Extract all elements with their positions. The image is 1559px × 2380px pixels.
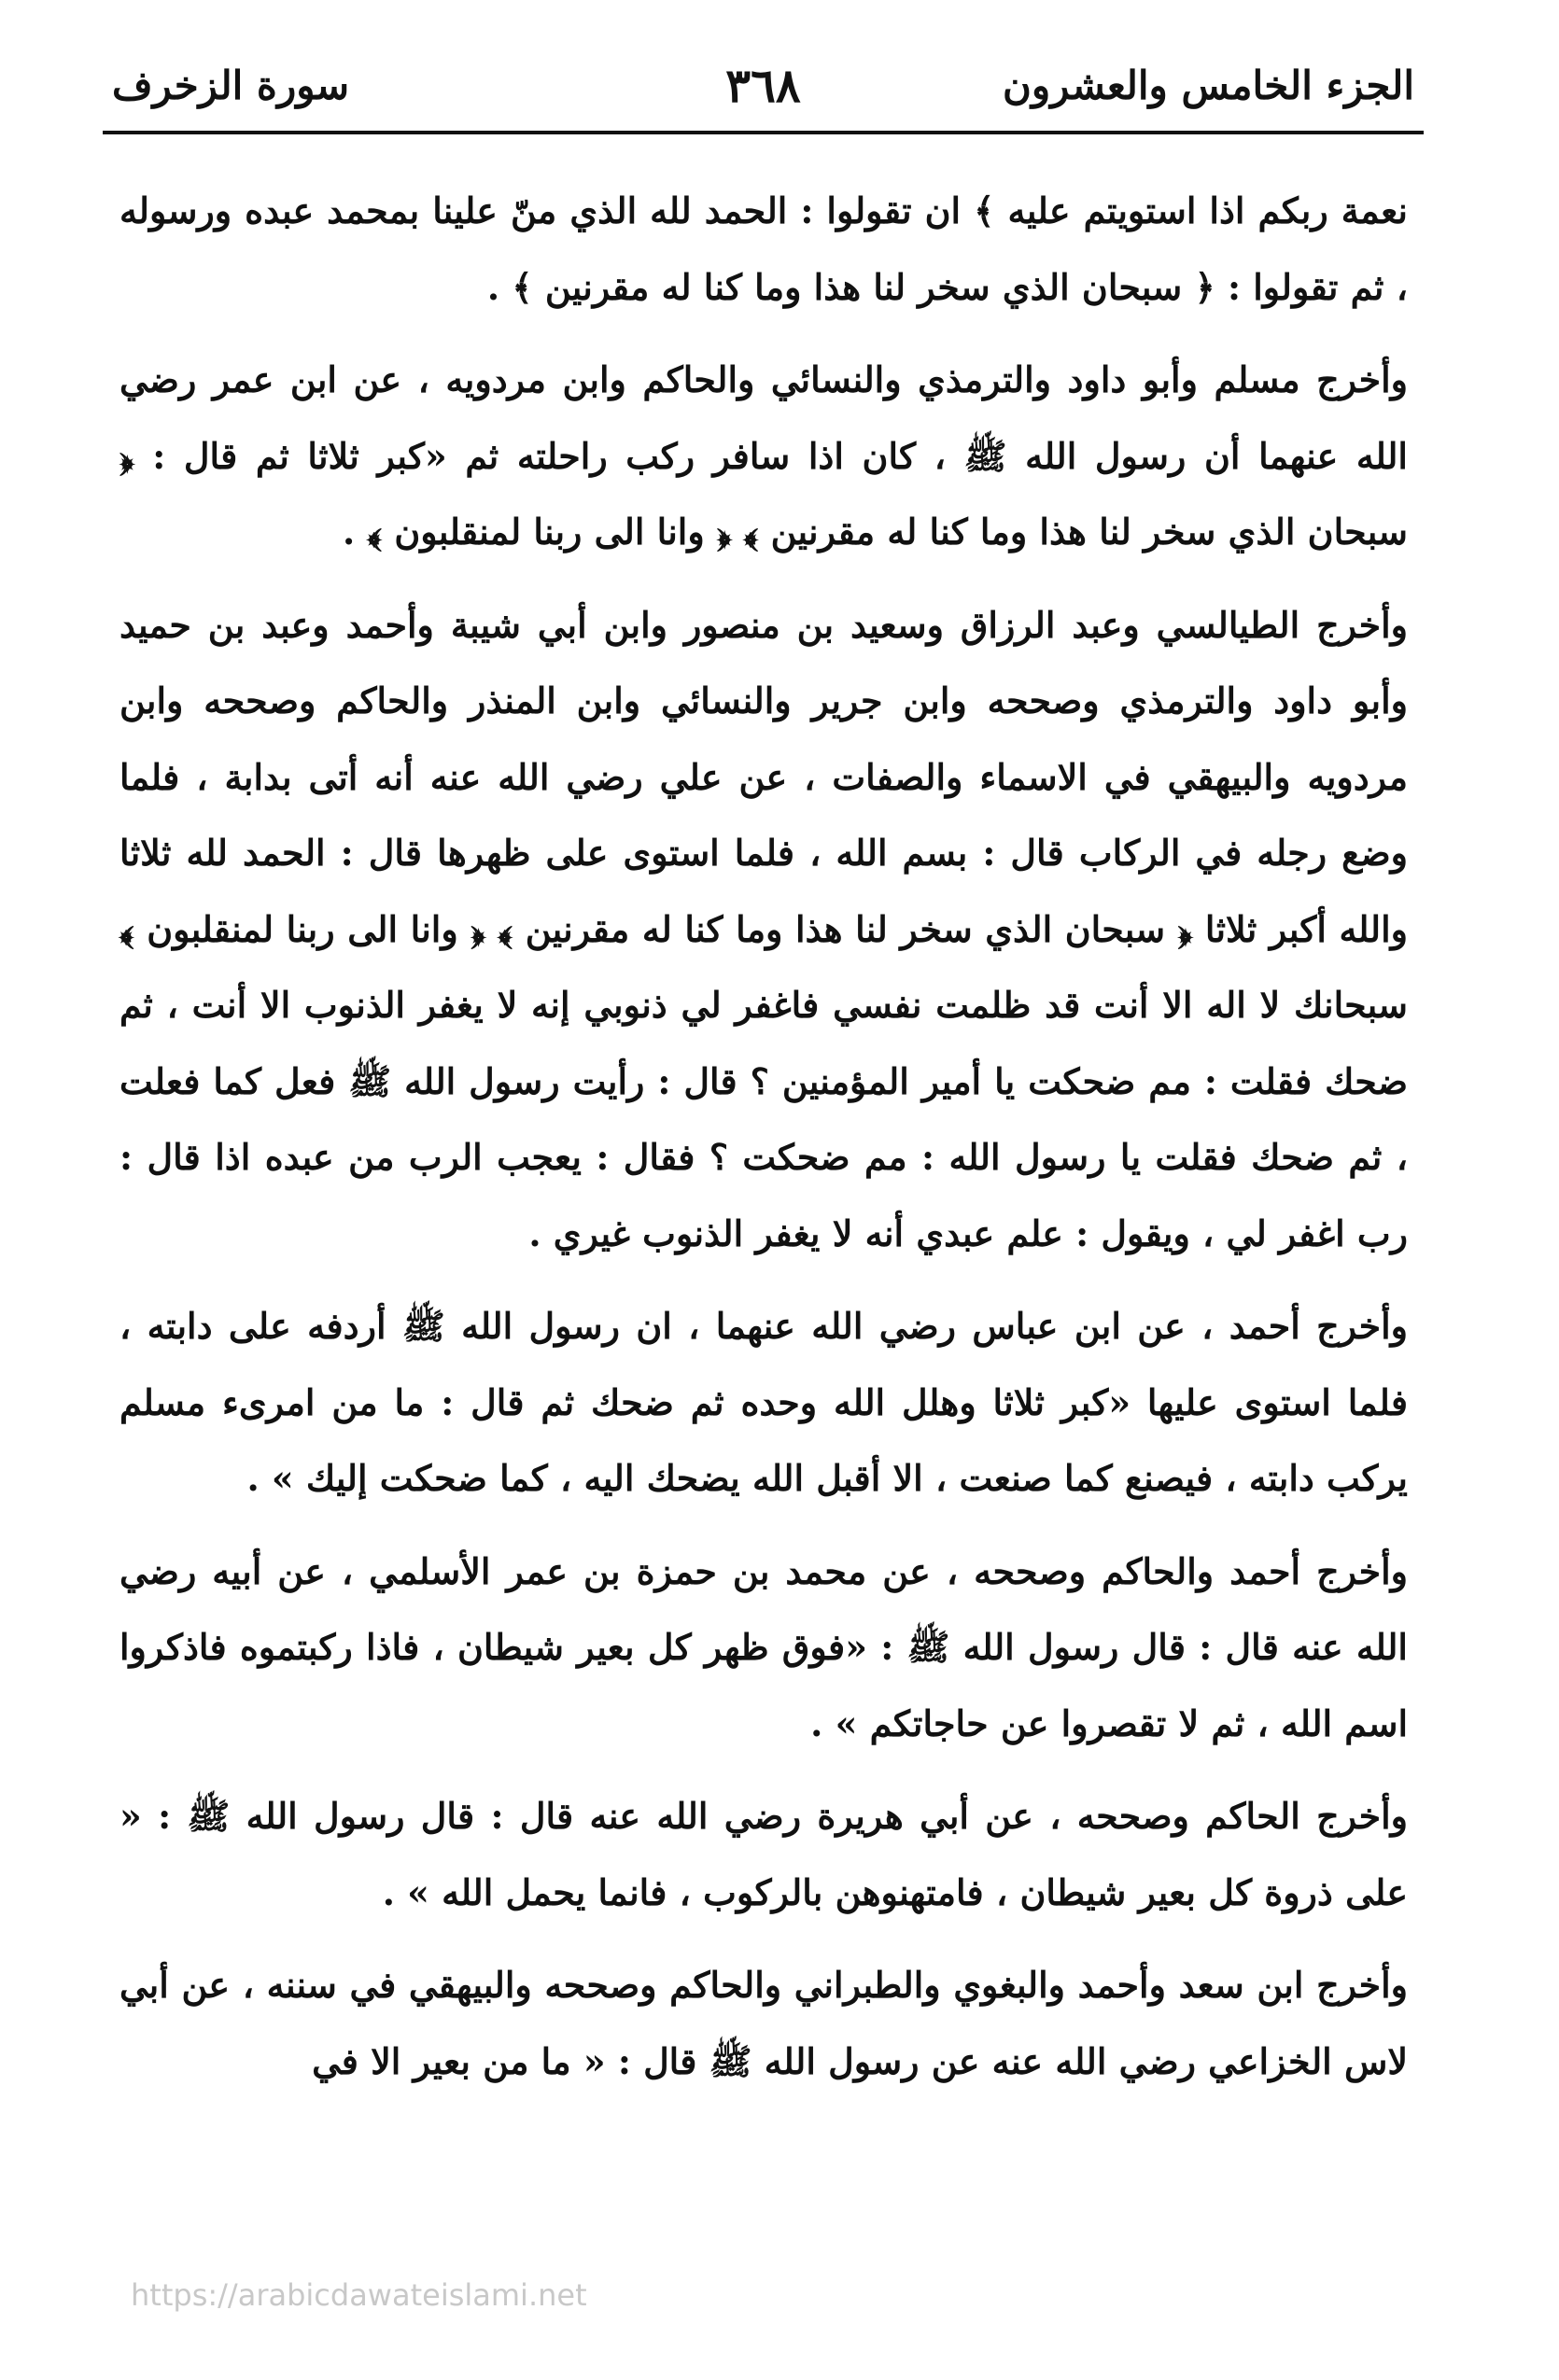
page-header xyxy=(103,49,1424,123)
paragraph: وأخرج أحمد والحاكم وصححه ، عن محمد بن حمزة بن عمر الأسلمي ، عن أبيه رضي الله عنه قال : قال رسول الله ﷺ : «فوق ظهر كل بعير شيطان ، فاذا ركبتموه فاذكروا اسم الله ، ثم لا تقصروا عن حاجاتكم » . xyxy=(119,1549,1408,1744)
paragraph: وأخرج أحمد ، عن ابن عباس رضي الله عنهما ، ان رسول الله ﷺ أردفه على دابته ، فلما استوى عليها «كبر ثلاثا وهلل الله وحده ثم ضحك ثم قال : ما من امرىء مسلم يركب دابته ، فيصنع كما صنعت ، الا أقبل الله يضحك اليه ، كما ضحكت إليك » . xyxy=(119,1305,1408,1499)
part-title: الجزء الخامس والعشرون xyxy=(1003,63,1414,108)
surah-title: سورة الزخرف xyxy=(112,63,350,108)
watermark-url: https://arabicdawateislami.net xyxy=(131,2277,587,2313)
header-divider xyxy=(103,131,1424,134)
paragraph: وأخرج الطيالسي وعبد الرزاق وسعيد بن منصور وابن أبي شيبة وأحمد وعبد بن حميد وأبو داود والترمذي وصححه وابن جرير والنسائي وابن المنذر والحاكم وصححه وابن مردويه والبيهقي في الاسماء والصفات ، عن علي رضي الله عنه أنه أتى بدابة ، فلما وضع رجله في الركاب قال : بسم الله ، فلما استوى على ظهرها قال : الحمد لله ثلاثا والله أكبر ثلاثا ﴿ سبحان الذي سخر لنا هذا وما كنا له مقرنين ﴾ ﴿ وانا الى ربنا لمنقلبون ﴾ سبحانك لا اله الا أنت قد ظلمت نفسي فاغفر لي ذنوبي إنه لا يغفر الذنوب الا أنت ، ثم ضحك فقلت : مم ضحكت يا أمير المؤمنين ؟ قال : رأيت رسول الله ﷺ فعل كما فعلت ، ثم ضحك فقلت يا رسول الله : مم ضحكت ؟ فقال : يعجب الرب من عبده اذا قال : رب اغفر لي ، ويقول : علم عبدي أنه لا يغفر الذنوب غيري . xyxy=(119,603,1408,1254)
paragraph: وأخرج مسلم وأبو داود والترمذي والنسائي والحاكم وابن مردويه ، عن ابن عمر رضي الله عنهما أن رسول الله ﷺ ، كان اذا سافر ركب راحلته ثم «كبر ثلاثا ثم قال : ﴿ سبحان الذي سخر لنا هذا وما كنا له مقرنين ﴾ ﴿ وانا الى ربنا لمنقلبون ﴾ . xyxy=(119,358,1408,553)
paragraph: نعمة ربكم اذا استويتم عليه ﴾ ان تقولوا : الحمد لله الذي منّ علينا بمحمد عبده ورسوله ، ثم تقولوا : ﴿ سبحان الذي سخر لنا هذا وما كنا له مقرنين ﴾ . xyxy=(119,189,1408,308)
page-body xyxy=(119,173,1408,2116)
page-number: ٣٦٨ xyxy=(725,58,801,113)
paragraph: وأخرج ابن سعد وأحمد والبغوي والطبراني والحاكم وصححه والبيهقي في سننه ، عن أبي لاس الخزاعي رضي الله عنه عن رسول الله ﷺ قال : « ما من بعير الا في xyxy=(119,1964,1408,2082)
paragraph: وأخرج الحاكم وصححه ، عن أبي هريرة رضي الله عنه قال : قال رسول الله ﷺ : « على ذروة كل بعير شيطان ، فامتهنوهن بالركوب ، فانما يحمل الله » . xyxy=(119,1795,1408,1913)
